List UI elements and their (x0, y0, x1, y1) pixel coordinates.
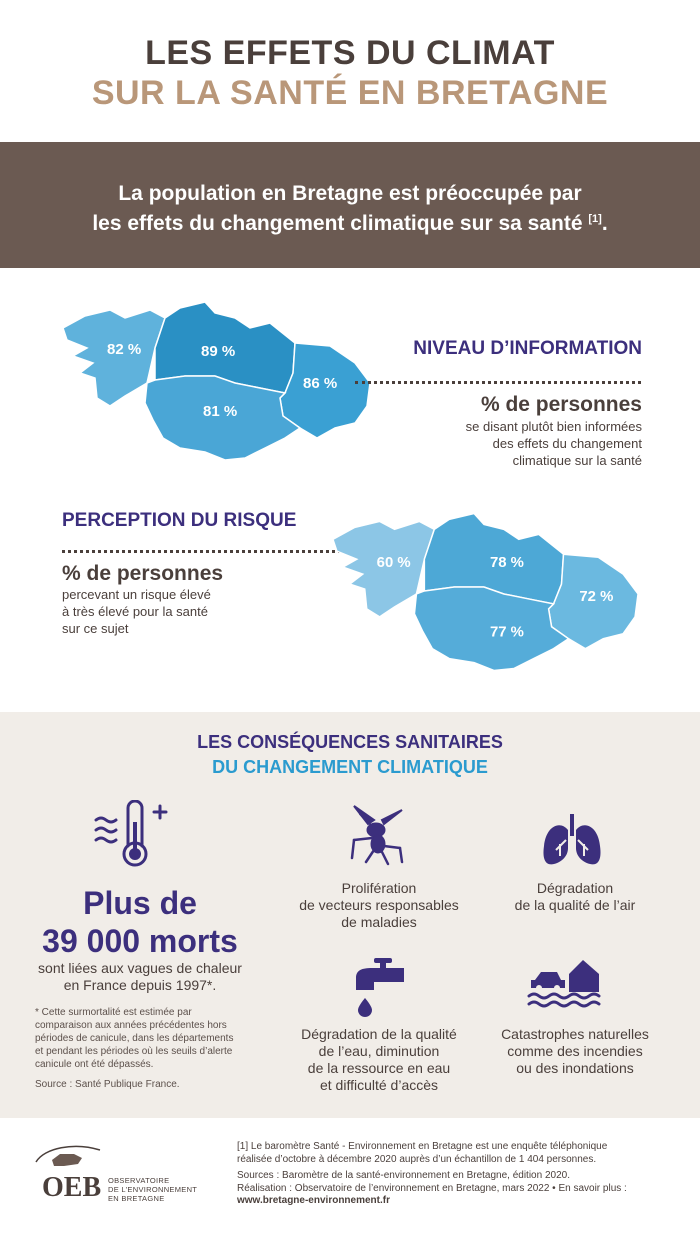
intro-band (0, 142, 700, 268)
map2-label-finistere: 60 % (376, 555, 411, 572)
risk-desc: percevant un risque élevé à très élevé pour la santé sur ce sujet (62, 587, 211, 636)
intro-line2: les effets du changement climatique sur sa santé [1]. (92, 212, 608, 235)
faucet-icon (352, 956, 412, 1020)
map1-label-finistere: 82 % (107, 341, 142, 358)
thermometer-heat-icon (92, 800, 172, 868)
oeb-logo-subtitle: OBSERVATOIRE DE L’ENVIRONNEMENT EN BRETAGNE (108, 1176, 198, 1203)
information-heading: NIVEAU D’INFORMATION (413, 338, 642, 359)
map2-label-ille-vilaine: 72 % (579, 588, 614, 605)
consequence-vectors: Prolifération de vecteurs responsables de maladies (299, 880, 459, 930)
oeb-logo-text: OEB (42, 1172, 102, 1203)
risk-heading: PERCEPTION DU RISQUE (62, 510, 297, 531)
consequence-air: Dégradation de la qualité de l’air (514, 880, 636, 913)
risk-pct-title: % de personnes (62, 562, 224, 585)
map2-label-cotes-armor: 78 % (489, 555, 524, 572)
map1-label-morbihan: 81 % (203, 403, 238, 420)
footer-notes: [1] Le baromètre Santé - Environnement en Bretagne est une enquête téléphonique réalisée d’octobre à décembre 2020 auprès d’un échantillon de 1 404 personnes. Sources : Baromètre de la santé-environnement en Bretagne, édition 2020. Réalisation : Observatoire de l’environnement en Bretagne, mars 2022 • En savoir plus : www.bretagne-environnement.fr (237, 1141, 627, 1206)
information-desc: se disant plutôt bien informées des effets du changement climatique sur la santé (465, 419, 642, 468)
consequence-water: Dégradation de la qualité de l’eau, diminution de la ressource en eau et difficulté d’accès (301, 1026, 457, 1093)
mosquito-icon (348, 800, 408, 866)
consequences-heading-line2: DU CHANGEMENT CLIMATIQUE (212, 757, 488, 777)
risk-dots (62, 550, 347, 553)
deaths-note: * Cette surmortalité est estimée par comparaison aux années précédentes hors périodes de canicule, dans les départements et pendant les périodes où les seuils d’alerte canicule ont été dépassés. Source : Santé Publique France. (35, 1007, 234, 1090)
footnote-ref: [1] (588, 213, 602, 225)
lungs-icon (540, 812, 604, 870)
map2-label-morbihan: 77 % (489, 624, 524, 641)
information-dots (355, 381, 641, 384)
deaths-source: Source : Santé Publique France. (35, 1079, 180, 1090)
consequence-disasters: Catastrophes naturelles comme des incendies ou des inondations (501, 1026, 649, 1076)
flood-icon (527, 958, 607, 1012)
deaths-text: sont liées aux vagues de chaleur en France depuis 1997*. (38, 960, 242, 993)
consequences-heading-line1: LES CONSÉQUENCES SANITAIRES (197, 732, 503, 752)
intro-line1: La population en Bretagne est préoccupée par (118, 182, 582, 205)
risk-map (325, 498, 643, 680)
map1-label-cotes-armor: 89 % (201, 343, 236, 360)
deaths-stat: Plus de 39 000 morts (42, 885, 238, 959)
page-title-line1: LES EFFETS DU CLIMAT (145, 34, 555, 72)
information-map (55, 288, 375, 468)
consequences-section (0, 712, 700, 1118)
footer-link[interactable]: www.bretagne-environnement.fr (237, 1195, 390, 1206)
information-pct-title: % de personnes (480, 393, 642, 416)
page-title-line2: SUR LA SANTÉ EN BRETAGNE (91, 74, 609, 112)
map1-label-ille-vilaine: 86 % (303, 375, 338, 392)
